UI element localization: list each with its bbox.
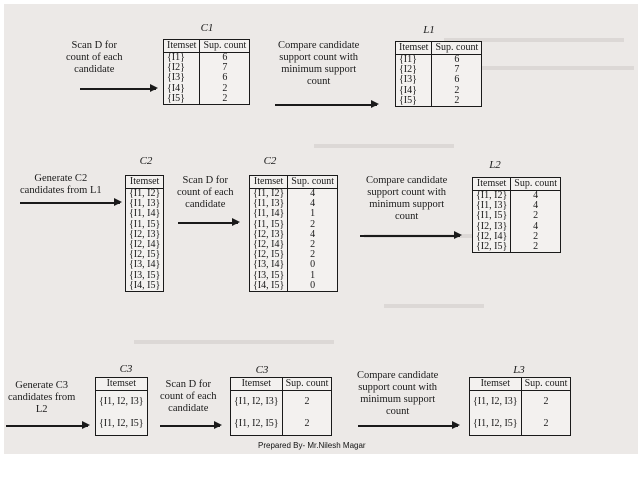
support-count-cell: 0 bbox=[288, 260, 338, 270]
itemset-cell: {I1, I4} bbox=[126, 209, 164, 219]
support-count-cell: 1 bbox=[288, 271, 338, 281]
bleed-through-line bbox=[384, 304, 484, 308]
itemset-cell: {I1, I2, I5} bbox=[231, 413, 283, 436]
itemset-cell: {I5} bbox=[164, 94, 200, 105]
itemset-cell: {I1, I2, I5} bbox=[470, 413, 522, 436]
pass2-compare-arrow bbox=[360, 235, 460, 237]
support-count-cell: 4 bbox=[288, 199, 338, 209]
support-count-cell: 4 bbox=[511, 222, 561, 232]
support-count-cell: 2 bbox=[282, 391, 332, 414]
pass3-compare-arrow bbox=[358, 425, 458, 427]
table-row bbox=[164, 94, 250, 105]
support-count-cell: 4 bbox=[288, 230, 338, 240]
itemset-cell: {I4, I5} bbox=[250, 281, 288, 292]
itemset-cell: {I1} bbox=[164, 53, 200, 64]
itemset-cell: {I5} bbox=[396, 96, 432, 107]
support-count-cell: 2 bbox=[432, 86, 482, 96]
pass3-generate-text: Generate C3 candidates from L2 bbox=[8, 380, 76, 415]
itemset-cell: {I1, I3} bbox=[473, 201, 511, 211]
itemset-cell: {I1, I2} bbox=[250, 189, 288, 200]
table-header-row bbox=[470, 378, 571, 391]
itemset-cell: {I1, I2, I3} bbox=[231, 391, 283, 414]
itemset-cell: {I2, I5} bbox=[473, 242, 511, 253]
itemset-cell: {I3, I5} bbox=[126, 271, 164, 281]
support-count-cell: 2 bbox=[288, 250, 338, 260]
table-header-row bbox=[250, 176, 338, 189]
support-count-cell: 2 bbox=[288, 240, 338, 250]
c3a-table bbox=[95, 377, 148, 436]
c2b-table bbox=[249, 175, 338, 292]
support-count-column-header: Sup. count bbox=[432, 42, 482, 55]
support-count-cell: 2 bbox=[432, 96, 482, 107]
itemset-cell: {I1, I3} bbox=[250, 199, 288, 209]
l3-title: L3 bbox=[513, 364, 525, 376]
table-row bbox=[470, 413, 571, 436]
support-count-column-header: Sup. count bbox=[511, 178, 561, 191]
table-row bbox=[396, 96, 482, 107]
itemset-cell: {I2, I3} bbox=[250, 230, 288, 240]
l1-table bbox=[395, 41, 482, 107]
support-count-cell: 2 bbox=[511, 242, 561, 253]
support-count-cell: 6 bbox=[200, 73, 250, 83]
l2-table bbox=[472, 177, 561, 253]
c3b-title: C3 bbox=[255, 364, 269, 376]
pass1-compare-arrow bbox=[275, 104, 377, 106]
itemset-cell: {I1, I5} bbox=[250, 220, 288, 230]
table-header-row bbox=[473, 178, 561, 191]
support-count-cell: 6 bbox=[432, 75, 482, 85]
itemset-cell: {I2, I5} bbox=[126, 250, 164, 260]
pass2-scan-text: Scan D for count of each candidate bbox=[177, 175, 234, 210]
itemset-cell: {I4} bbox=[396, 86, 432, 96]
support-count-column-header: Sup. count bbox=[282, 378, 332, 391]
pass2-compare-text: Compare candidate support count with minimum support count bbox=[366, 175, 448, 222]
l1-title: L1 bbox=[423, 24, 435, 36]
itemset-cell: {I1, I2} bbox=[473, 191, 511, 202]
support-count-cell: 2 bbox=[511, 232, 561, 242]
itemset-cell: {I2, I4} bbox=[473, 232, 511, 242]
support-count-cell: 6 bbox=[432, 55, 482, 66]
itemset-cell: {I2} bbox=[396, 65, 432, 75]
c2b-title: C2 bbox=[263, 155, 277, 167]
itemset-cell: {I4} bbox=[164, 84, 200, 94]
itemset-cell: {I2, I4} bbox=[126, 240, 164, 250]
itemset-cell: {I2, I4} bbox=[250, 240, 288, 250]
table-header-row bbox=[164, 40, 250, 53]
itemset-column-header: Itemset bbox=[126, 176, 164, 189]
itemset-column-header: Itemset bbox=[396, 42, 432, 55]
table-row bbox=[250, 281, 338, 292]
support-count-cell: 2 bbox=[200, 84, 250, 94]
support-count-cell: 6 bbox=[200, 53, 250, 64]
itemset-cell: {I3, I4} bbox=[126, 260, 164, 270]
support-count-cell: 2 bbox=[288, 220, 338, 230]
pass2-generate-arrow bbox=[20, 202, 120, 204]
support-count-cell: 7 bbox=[200, 63, 250, 73]
itemset-column-header: Itemset bbox=[473, 178, 511, 191]
bleed-through-line bbox=[314, 144, 454, 148]
l2-title: L2 bbox=[489, 159, 501, 171]
table-row bbox=[96, 413, 148, 436]
itemset-column-header: Itemset bbox=[470, 378, 522, 391]
itemset-cell: {I3, I4} bbox=[250, 260, 288, 270]
table-row bbox=[231, 413, 332, 436]
table-row bbox=[470, 391, 571, 414]
pass3-scan-arrow bbox=[160, 425, 220, 427]
support-count-column-header: Sup. count bbox=[288, 176, 338, 189]
footer-credit: Prepared By- Mr.Nilesh Magar bbox=[258, 441, 366, 450]
table-header-row bbox=[96, 378, 148, 391]
pass3-generate-arrow bbox=[6, 425, 88, 427]
support-count-cell: 4 bbox=[511, 191, 561, 202]
pass1-compare-text: Compare candidate support count with minimum support count bbox=[278, 40, 360, 87]
itemset-cell: {I4, I5} bbox=[126, 281, 164, 292]
itemset-cell: {I1, I5} bbox=[126, 220, 164, 230]
table-row bbox=[473, 242, 561, 253]
support-count-cell: 4 bbox=[288, 189, 338, 200]
itemset-cell: {I2, I5} bbox=[250, 250, 288, 260]
bleed-through-line bbox=[134, 340, 334, 344]
itemset-cell: {I3, I5} bbox=[250, 271, 288, 281]
support-count-cell: 1 bbox=[288, 209, 338, 219]
support-count-cell: 2 bbox=[282, 413, 332, 436]
pass3-scan-text: Scan D for count of each candidate bbox=[160, 379, 217, 414]
itemset-column-header: Itemset bbox=[164, 40, 200, 53]
support-count-cell: 2 bbox=[521, 391, 571, 414]
pass1-scan-text: Scan D for count of each candidate bbox=[66, 40, 123, 75]
c3b-table bbox=[230, 377, 332, 436]
c1-title: C1 bbox=[200, 22, 214, 34]
support-count-cell: 2 bbox=[200, 94, 250, 105]
table-row bbox=[231, 391, 332, 414]
itemset-cell: {I3} bbox=[164, 73, 200, 83]
support-count-cell: 0 bbox=[288, 281, 338, 292]
table-row bbox=[126, 281, 164, 292]
itemset-cell: {I1, I4} bbox=[250, 209, 288, 219]
support-count-column-header: Sup. count bbox=[200, 40, 250, 53]
itemset-cell: {I1, I2, I5} bbox=[96, 413, 148, 436]
itemset-cell: {I1, I3} bbox=[126, 199, 164, 209]
itemset-cell: {I3} bbox=[396, 75, 432, 85]
pass3-compare-text: Compare candidate support count with minimum support count bbox=[357, 370, 439, 417]
pass2-generate-text: Generate C2 candidates from L1 bbox=[20, 173, 102, 196]
support-count-cell: 2 bbox=[511, 211, 561, 221]
support-count-cell: 7 bbox=[432, 65, 482, 75]
support-count-cell: 2 bbox=[521, 413, 571, 436]
c1-table bbox=[163, 39, 250, 105]
l3-table bbox=[469, 377, 571, 436]
itemset-cell: {I2} bbox=[164, 63, 200, 73]
table-header-row bbox=[126, 176, 164, 189]
support-count-column-header: Sup. count bbox=[521, 378, 571, 391]
table-row bbox=[96, 391, 148, 414]
support-count-cell: 4 bbox=[511, 201, 561, 211]
table-header-row bbox=[231, 378, 332, 391]
itemset-cell: {I1, I5} bbox=[473, 211, 511, 221]
itemset-cell: {I1, I2, I3} bbox=[96, 391, 148, 414]
itemset-column-header: Itemset bbox=[250, 176, 288, 189]
pass1-scan-arrow bbox=[80, 88, 156, 90]
c2a-title: C2 bbox=[139, 155, 153, 167]
itemset-cell: {I2, I3} bbox=[473, 222, 511, 232]
c3a-title: C3 bbox=[119, 363, 133, 375]
itemset-column-header: Itemset bbox=[96, 378, 148, 391]
itemset-cell: {I1} bbox=[396, 55, 432, 66]
pass2-scan-arrow bbox=[178, 222, 238, 224]
c2a-table bbox=[125, 175, 164, 292]
itemset-column-header: Itemset bbox=[231, 378, 283, 391]
table-header-row bbox=[396, 42, 482, 55]
itemset-cell: {I1, I2, I3} bbox=[470, 391, 522, 414]
itemset-cell: {I1, I2} bbox=[126, 189, 164, 200]
itemset-cell: {I2, I3} bbox=[126, 230, 164, 240]
